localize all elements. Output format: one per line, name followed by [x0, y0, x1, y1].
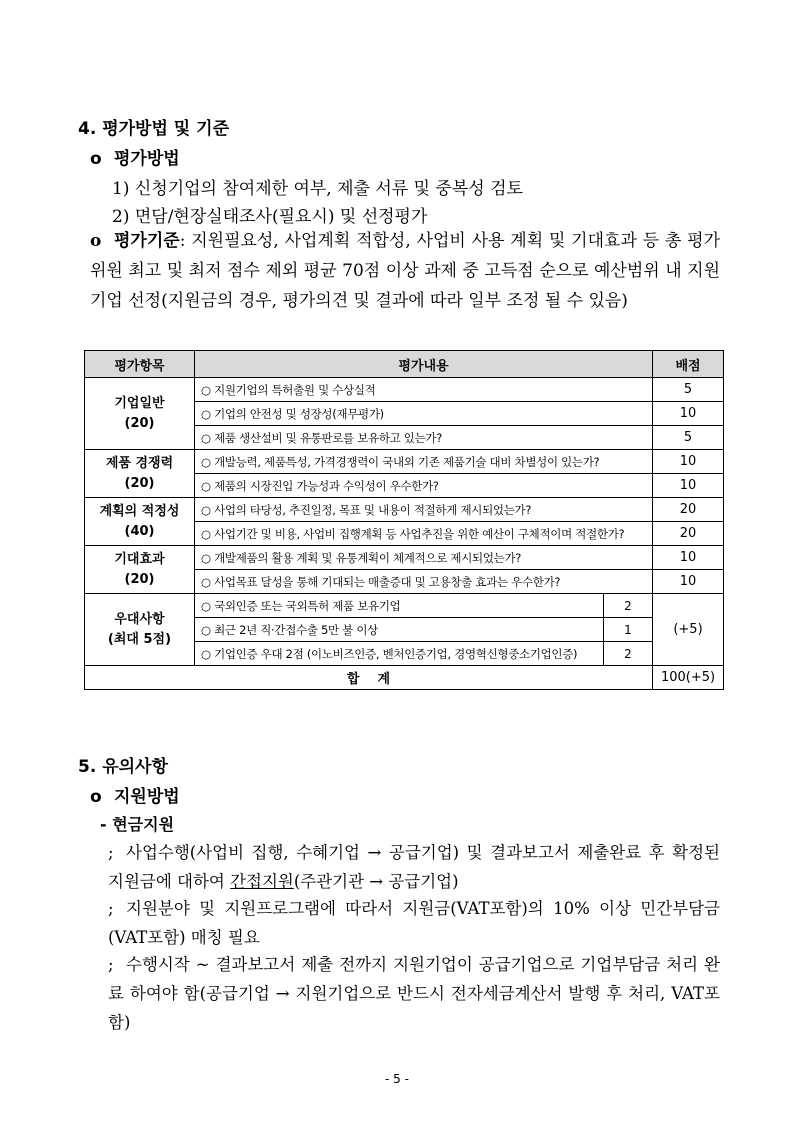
bullet-icon: o — [90, 231, 102, 251]
item-cell: ○ 개발제품의 활용 계획 및 유통계획이 체계적으로 제시되었는가? — [195, 546, 653, 570]
method-label: 평가방법 — [114, 149, 180, 169]
bullet-icon: o — [90, 787, 102, 807]
bonus-points-cell: 1 — [604, 618, 653, 642]
method-item-2: 2) 면담/현장실태조사(필요시) 및 선정평가 — [112, 207, 428, 227]
header-score: 배점 — [653, 351, 724, 378]
category-cell: 기대효과 (20) — [85, 546, 195, 594]
score-cell: 10 — [653, 402, 724, 426]
bonus-points-cell: 2 — [604, 594, 653, 618]
item-cell: ○ 사업기간 및 비용, 사업비 집행계획 등 사업추진을 위한 예산이 구체적이며 적절한가? — [195, 522, 653, 546]
score-cell: 20 — [653, 498, 724, 522]
bullet-icon: o — [90, 149, 102, 169]
semicolon-marker: ; — [108, 955, 114, 974]
criteria-text: : 지원필요성, 사업계획 적합성, 사업비 사용 계획 및 기대효과 등 총 평가위원 최고 및 최저 점수 제외 평균 70점 이상 과제 중 고득점 순으로 예산범위 내 지원기업 선정(지원금의 경우, 평가의견 및 결과에 따라 일부 조정 될 수 있음) — [90, 231, 720, 311]
header-content: 평가내용 — [195, 351, 653, 378]
criteria-paragraph — [90, 226, 720, 316]
semicolon-marker: ; — [108, 899, 114, 918]
bonus-item-cell: ○ 국외인증 또는 국외특허 제품 보유기업 — [195, 594, 604, 618]
score-cell: 10 — [653, 546, 724, 570]
score-cell: 10 — [653, 570, 724, 594]
support-label: 지원방법 — [114, 787, 180, 807]
evaluation-table — [84, 350, 724, 690]
method-item-1: 1) 신청기업의 참여제한 여부, 제출 서류 및 중복성 검토 — [112, 179, 523, 199]
table-row — [85, 450, 724, 474]
bonus-points-cell: 2 — [604, 642, 653, 666]
item-cell: ○ 지원기업의 특허출원 및 수상실적 — [195, 378, 653, 402]
table-row — [85, 378, 724, 402]
score-cell: 20 — [653, 522, 724, 546]
score-cell: 5 — [653, 426, 724, 450]
method-heading — [90, 144, 180, 169]
total-label: 합 계 — [85, 666, 653, 690]
table-row — [85, 546, 724, 570]
note-2: ; 지원분야 및 지원프로그램에 따라서 지원금(VAT포함)의 10% 이상 민간부담금(VAT포함) 매칭 필요 — [108, 894, 720, 952]
section-5-title: 5. 유의사항 — [78, 757, 168, 777]
item-cell: ○ 기업의 안전성 및 성장성(재무평가) — [195, 402, 653, 426]
item-cell: ○ 제품의 시장진입 가능성과 수익성이 우수한가? — [195, 474, 653, 498]
support-heading — [90, 782, 180, 807]
semicolon-marker: ; — [108, 843, 114, 862]
category-cell: 계획의 적정성 (40) — [85, 498, 195, 546]
category-cell: 기업일반 (20) — [85, 378, 195, 450]
item-cell: ○ 개발능력, 제품특성, 가격경쟁력이 국내외 기존 제품기술 대비 차별성이 있는가? — [195, 450, 653, 474]
total-row — [85, 666, 724, 690]
criteria-lead: 평가기준 — [114, 231, 180, 251]
bonus-item-cell: ○ 최근 2년 직·간접수출 5만 불 이상 — [195, 618, 604, 642]
bonus-item-cell: ○ 기업인증 우대 2점 (이노비즈인증, 벤처인증기업, 경영혁신형중소기업인증) — [195, 642, 604, 666]
bonus-category-cell: 우대사항 (최대 5점) — [85, 594, 195, 666]
total-score: 100(+5) — [653, 666, 724, 690]
cash-support-heading: - 현금지원 — [100, 815, 175, 834]
section-4-title: 4. 평가방법 및 기준 — [78, 119, 229, 139]
score-cell: 5 — [653, 378, 724, 402]
header-category: 평가항목 — [85, 351, 195, 378]
table-row — [85, 498, 724, 522]
note-1: ; 사업수행(사업비 집행, 수혜기업 → 공급기업) 및 결과보고서 제출완료 후 확정된 지원금에 대하여 간접지원(주관기관 → 공급기업) — [108, 838, 720, 896]
category-cell: 제품 경쟁력 (20) — [85, 450, 195, 498]
note-3: ; 수행시작 ~ 결과보고서 제출 전까지 지원기업이 공급기업으로 기업부담금 처리 완료 하여야 함(공급기업 → 지원기업으로 반드시 전자세금계산서 발행 후 처리, VAT포함) — [108, 950, 720, 1037]
score-cell: 10 — [653, 474, 724, 498]
page-number: - 5 - — [385, 1072, 409, 1086]
table-row — [85, 594, 724, 618]
bonus-score-cell: (+5) — [653, 594, 724, 666]
item-cell: ○ 제품 생산설비 및 유통판로를 보유하고 있는가? — [195, 426, 653, 450]
indirect-support-text: 간접지원 — [230, 872, 294, 891]
item-cell: ○ 사업의 타당성, 추진일정, 목표 및 내용이 적절하게 제시되었는가? — [195, 498, 653, 522]
item-cell: ○ 사업목표 달성을 통해 기대되는 매출증대 및 고용창출 효과는 우수한가? — [195, 570, 653, 594]
score-cell: 10 — [653, 450, 724, 474]
table-header-row — [85, 351, 724, 378]
